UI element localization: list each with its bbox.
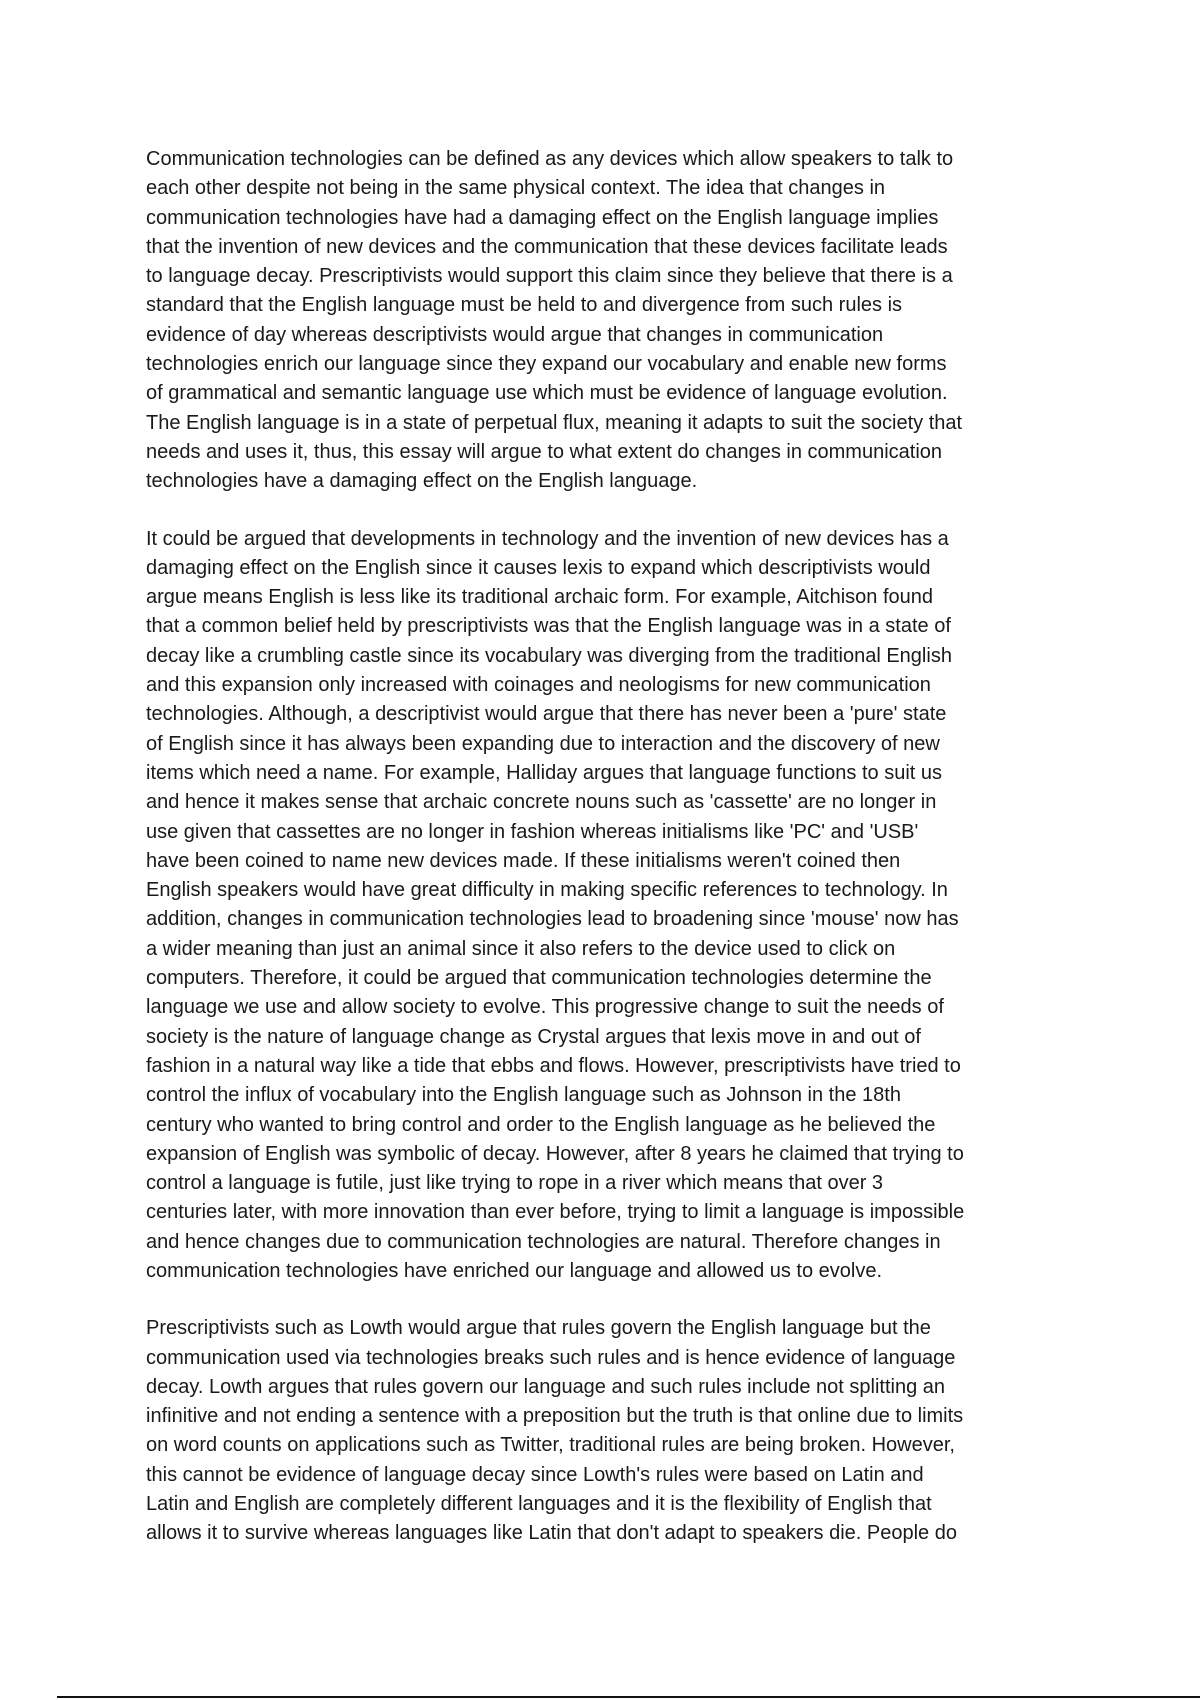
text-line: and this expansion only increased with coinages and neologisms for new communication — [146, 674, 931, 697]
text-line: items which need a name. For example, Halliday argues that language functions to suit us — [146, 761, 942, 784]
text-line: of grammatical and semantic language use which must be evidence of language evolution. — [146, 382, 948, 405]
text-line: communication technologies have enriched our language and allowed us to evolve. — [146, 1259, 883, 1282]
text-line: society is the nature of language change as Crystal argues that lexis move in and out of — [146, 1025, 921, 1048]
text-line: language we use and allow society to evolve. This progressive change to suit the needs of — [146, 996, 944, 1019]
text-line: centuries later, with more innovation than ever before, trying to limit a language is impossible — [146, 1201, 965, 1224]
text-line: use given that cassettes are no longer in fashion whereas initialisms like 'PC' and 'USB' — [146, 820, 919, 843]
text-line: expansion of English was symbolic of decay. However, after 8 years he claimed that trying to — [146, 1142, 964, 1165]
text-line: each other despite not being in the same physical context. The idea that changes in — [146, 177, 886, 200]
text-line: and hence it makes sense that archaic concrete nouns such as 'cassette' are no longer in — [146, 791, 937, 814]
text-line: infinitive and not ending a sentence with a preposition but the truth is that online due to limits — [146, 1405, 964, 1428]
footer-divider — [57, 1696, 1200, 1698]
text-line: Latin and English are completely different languages and it is the flexibility of English that — [146, 1493, 932, 1516]
text-line: allows it to survive whereas languages like Latin that don't adapt to speakers die. People do — [146, 1522, 957, 1545]
text-line: that the invention of new devices and the communication that these devices facilitate leads — [146, 235, 948, 258]
text-line: computers. Therefore, it could be argued that communication technologies determine the — [146, 967, 932, 990]
paragraph-1 — [146, 145, 1051, 497]
text-line: It could be argued that developments in technology and the invention of new devices has a — [146, 527, 949, 550]
paragraph-2 — [146, 525, 1051, 1287]
text-line: communication used via technologies breaks such rules and is hence evidence of language — [146, 1346, 956, 1369]
text-line: of English since it has always been expanding due to interaction and the discovery of new — [146, 732, 940, 755]
text-line: to language decay. Prescriptivists would support this claim since they believe that there is a — [146, 265, 953, 288]
text-line: on word counts on applications such as Twitter, traditional rules are being broken. However, — [146, 1434, 955, 1457]
text-line: and hence changes due to communication technologies are natural. Therefore changes in — [146, 1230, 941, 1253]
document-body — [146, 145, 1051, 1549]
text-line: decay like a crumbling castle since its vocabulary was diverging from the traditional English — [146, 644, 952, 667]
text-line: decay. Lowth argues that rules govern our language and such rules include not splitting an — [146, 1375, 946, 1398]
text-line: have been coined to name new devices made. If these initialisms weren't coined then — [146, 849, 901, 872]
text-line: a wider meaning than just an animal since it also refers to the device used to click on — [146, 937, 896, 960]
text-line: standard that the English language must be held to and divergence from such rules is — [146, 294, 903, 317]
text-line: Communication technologies can be defined as any devices which allow speakers to talk to — [146, 148, 954, 170]
text-line: technologies enrich our language since they expand our vocabulary and enable new forms — [146, 353, 947, 376]
text-line: Prescriptivists such as Lowth would argue that rules govern the English language but the — [146, 1317, 931, 1340]
text-line: that a common belief held by prescriptivists was that the English language was in a state of — [146, 615, 951, 638]
text-line: this cannot be evidence of language decay since Lowth's rules were based on Latin and — [146, 1463, 924, 1486]
text-line: fashion in a natural way like a tide that ebbs and flows. However, prescriptivists have tried to — [146, 1054, 961, 1077]
text-line: communication technologies have had a damaging effect on the English language implies — [146, 206, 939, 229]
text-line: control the influx of vocabulary into the English language such as Johnson in the 18th — [146, 1084, 901, 1107]
text-line: damaging effect on the English since it causes lexis to expand which descriptivists would — [146, 556, 931, 579]
text-line: century who wanted to bring control and order to the English language as he believed the — [146, 1113, 936, 1136]
text-line: addition, changes in communication technologies lead to broadening since 'mouse' now has — [146, 908, 959, 931]
paragraph-3 — [146, 1314, 1051, 1548]
text-line: The English language is in a state of perpetual flux, meaning it adapts to suit the society that — [146, 411, 963, 434]
text-line: technologies have a damaging effect on the English language. — [146, 470, 698, 493]
text-line: English speakers would have great difficulty in making specific references to technology. In — [146, 879, 948, 902]
text-line: needs and uses it, thus, this essay will argue to what extent do changes in communication — [146, 440, 943, 463]
text-line: technologies. Although, a descriptivist would argue that there has never been a 'pure' state — [146, 703, 947, 726]
text-line: argue means English is less like its traditional archaic form. For example, Aitchison found — [146, 586, 934, 609]
text-line: control a language is futile, just like trying to rope in a river which means that over 3 — [146, 1172, 884, 1195]
text-line: evidence of day whereas descriptivists would argue that changes in communication — [146, 323, 884, 346]
